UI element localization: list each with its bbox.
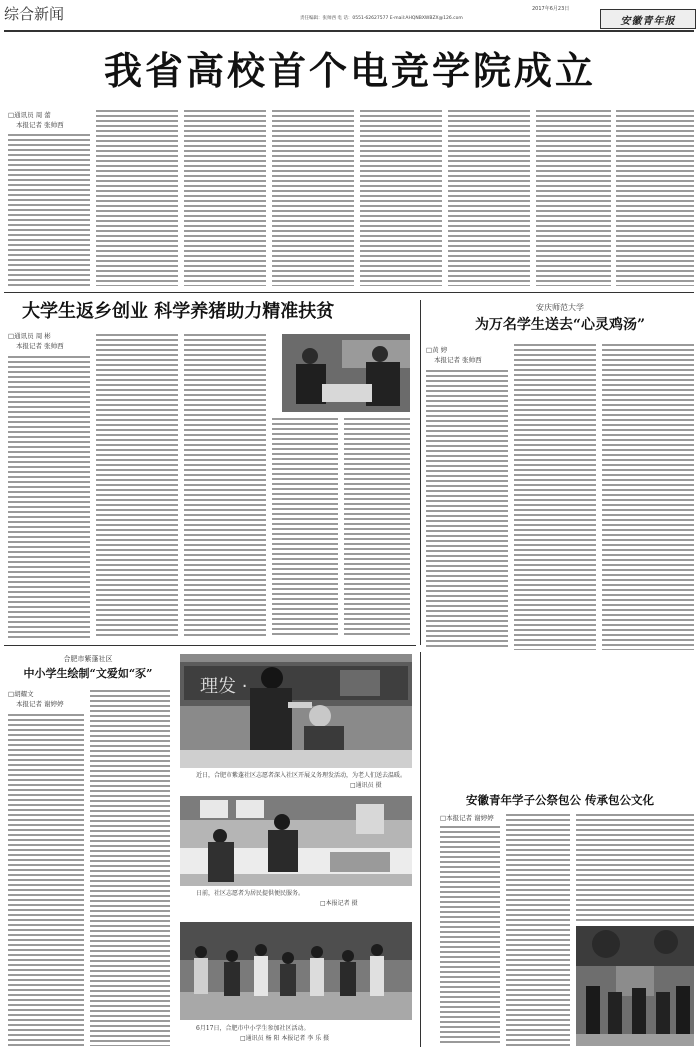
story2-photo — [282, 334, 410, 412]
section-title: 综合新闻 — [4, 5, 65, 23]
lead-byline-1: □通讯员 周 蕾 — [8, 111, 51, 119]
story3-col-2 — [514, 344, 596, 650]
ceremony-photo-graphic — [576, 926, 694, 1046]
story4-kicker: 合肥市紫蓬社区 — [63, 655, 113, 663]
lead-col-6 — [448, 110, 530, 286]
masthead-text: 安徽青年报 — [620, 16, 676, 27]
caption-1: 近日，合肥市紫蓬社区志愿者深入社区开展义务理发活动，为老人们送去温暖。 — [196, 772, 407, 779]
lead-col-2 — [96, 110, 178, 286]
story5-col-2 — [506, 814, 570, 1046]
barber-photo-graphic — [180, 654, 412, 768]
story3-byline-2: 本报记者 张帅西 — [434, 356, 482, 364]
caption-3-credit: □通讯员 杨 阳 本报记者 李 乐 摄 — [240, 1035, 330, 1042]
story2-col-1 — [8, 356, 90, 638]
story5-headline: 安徽青年学子公祭包公 传承包公文化 — [465, 793, 654, 807]
caption-2-credit: □本报记者 摄 — [320, 900, 358, 907]
lead-col-5 — [360, 110, 442, 286]
story2-headline: 大学生返乡创业 科学养猪助力精准扶贫 — [22, 301, 335, 322]
caption-2: 日前，社区志愿者为居民提供便民服务。 — [196, 890, 305, 897]
lead-col-3 — [184, 110, 266, 286]
story3-kicker: 安庆师范大学 — [536, 303, 584, 312]
ceremony-photo — [576, 926, 694, 1046]
story4-byline-2: 本报记者 谢婷婷 — [16, 700, 64, 708]
header-contact: 责任编辑：张帅西 电 话：0551-62627577 E-mail:AHQNBXWBZX@126.com — [300, 16, 463, 21]
svg-text:理发 ·: 理发 · — [200, 676, 248, 697]
story4-byline-1: □胡耀文 — [8, 690, 34, 698]
lead-byline-2: 本报记者 张帅西 — [16, 121, 64, 129]
story2-right-rule — [420, 300, 421, 645]
story3-bottom-rule — [4, 645, 416, 646]
caption-1-credit: □通讯员 摄 — [350, 782, 382, 789]
service-photo-graphic — [180, 796, 412, 886]
story2-col-3 — [184, 334, 266, 638]
story3-byline-1: □黄 婷 — [426, 346, 448, 354]
story3-col-1 — [426, 370, 508, 650]
lead-col-1 — [8, 134, 90, 286]
header-date: 2017年6月23日 — [532, 6, 570, 12]
story4-col-1 — [8, 714, 84, 1046]
barber-photo — [180, 654, 412, 768]
story3-headline: 为万名学生送去“心灵鸡汤” — [474, 317, 646, 333]
story2-col-5 — [344, 418, 410, 638]
story2-byline-2: 本报记者 张帅西 — [16, 342, 64, 350]
students-photo-graphic — [180, 922, 412, 1020]
story5-col-1 — [440, 826, 500, 1046]
lead-headline: 我省高校首个电竞学院成立 — [103, 48, 596, 93]
lead-col-4 — [272, 110, 354, 286]
story4-col-2 — [90, 690, 170, 1046]
service-photo — [180, 796, 412, 886]
story2-col-4 — [272, 418, 338, 638]
lead-bottom-rule — [4, 292, 694, 293]
story3-col-3 — [602, 344, 694, 650]
story5-byline-1: □本报记者 谢婷婷 — [440, 814, 494, 822]
story5-col-3 — [576, 814, 694, 922]
story2-photo-graphic — [282, 334, 410, 412]
header-rule — [4, 30, 694, 32]
students-photo — [180, 922, 412, 1020]
story4-headline: 中小学生绘制“文爱如“豕” — [23, 667, 153, 680]
lead-col-8 — [616, 110, 694, 286]
story2-byline-1: □通讯员 周 彬 — [8, 332, 51, 340]
story2-col-2 — [96, 334, 178, 638]
story4-right-rule — [420, 652, 421, 1047]
masthead-logo — [600, 9, 696, 29]
caption-3: 6月17日，合肥市中小学生参加社区活动。 — [196, 1025, 310, 1032]
lead-col-7 — [536, 110, 611, 286]
